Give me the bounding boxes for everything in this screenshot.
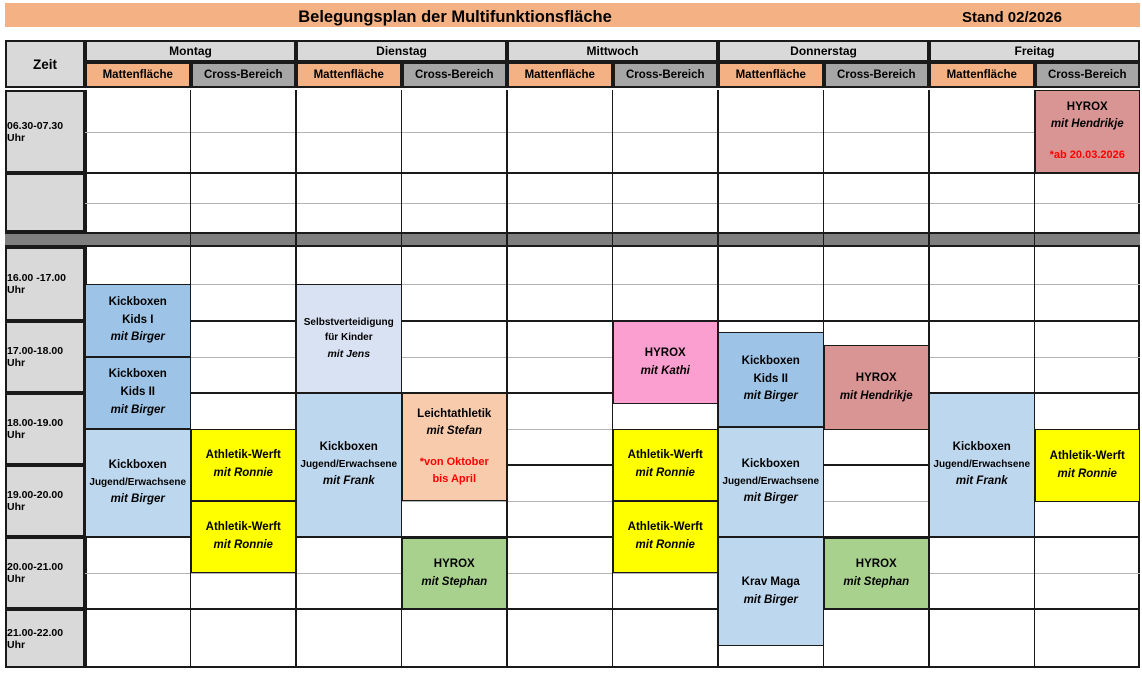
time-cell-3: 16.00 -17.00 Uhr [5, 247, 85, 321]
activity-block-mittwoch-athletik-werft [613, 429, 719, 501]
activity-block-freitag-kickboxen [929, 393, 1035, 537]
block-text-line: HYROX [855, 557, 897, 570]
block-text-line: Jugend/Erwachsene [300, 459, 398, 471]
block-text-line: Jugend/Erwachsene [933, 459, 1031, 471]
day-header-donnerstag: Donnerstag [718, 40, 929, 62]
activity-block-mittwoch-athletik-werft [613, 501, 719, 573]
activity-block-montag-athletik-werft [191, 429, 297, 501]
day-header-dienstag: Dienstag [296, 40, 507, 62]
block-text-line: Jugend/Erwachsene [722, 476, 820, 488]
block-text-line: mit Frank [955, 474, 1008, 487]
activity-block-donnerstag-krav-maga [718, 537, 824, 646]
block-text-line: Kickboxen [108, 459, 167, 472]
area-header-montag-cross: Cross-Bereich [191, 62, 297, 88]
day-header-mittwoch: Mittwoch [507, 40, 718, 62]
block-text-line: HYROX [644, 346, 686, 359]
time-cell-0: 06.30-07.30 Uhr [5, 90, 85, 173]
block-text-line: Kickboxen [952, 441, 1011, 454]
block-text-line: mit Ronnie [213, 467, 273, 479]
block-text-line: Athletik-Werft [205, 449, 281, 462]
activity-block-dienstag-kickboxen [296, 393, 402, 537]
block-text-line: Athletik-Werft [627, 521, 703, 534]
area-header-mittwoch-matten: Mattenfläche [507, 62, 613, 88]
area-header-dienstag-matten: Mattenfläche [296, 62, 402, 88]
block-text-line: mit Birger [743, 593, 798, 606]
area-header-donnerstag-cross: Cross-Bereich [824, 62, 930, 88]
block-text-line: Athletik-Werft [205, 521, 281, 534]
area-header-montag-matten: Mattenfläche [85, 62, 191, 88]
block-text-line: mit Birger [743, 390, 798, 403]
activity-block-montag-kickboxen [85, 284, 191, 357]
time-cell-6: 19.00-20.00 Uhr [5, 465, 85, 537]
activity-block-montag-athletik-werft [191, 501, 297, 573]
block-text-line: mit Hendrikje [839, 389, 913, 402]
block-text-line: mit Jens [327, 347, 371, 360]
block-text-line: mit Birger [110, 492, 165, 505]
time-cell-1 [5, 173, 85, 232]
block-text-line: mit Ronnie [1057, 467, 1117, 480]
block-text-line: mit Ronnie [213, 539, 273, 551]
block-text-line: mit Birger [110, 331, 165, 344]
day-header-montag: Montag [85, 40, 296, 62]
activity-block-mittwoch-hyrox [613, 321, 719, 404]
block-note-line: bis April [432, 473, 477, 486]
block-text-line: Kickboxen [108, 295, 167, 308]
area-header-mittwoch-cross: Cross-Bereich [613, 62, 719, 88]
activity-block-donnerstag-hyrox [824, 345, 930, 430]
block-text-line: mit Ronnie [635, 539, 695, 551]
plan-banner [5, 3, 1140, 27]
block-text-line: Kickboxen [741, 458, 800, 471]
plan-title: Belegungsplan der Multifunktionsfläche [298, 8, 612, 26]
activity-block-montag-kickboxen [85, 429, 191, 537]
activity-block-dienstag-hyrox [402, 538, 508, 609]
block-text-line: mit Ronnie [635, 467, 695, 479]
block-text-line: Selbstverteidigung [303, 316, 394, 328]
block-text-line: Kickboxen [741, 354, 800, 367]
block-text-line: mit Kathi [640, 364, 690, 377]
separator-row [5, 232, 1140, 247]
activity-block-freitag-athletik-werft [1035, 429, 1141, 502]
block-text-line: Kids I [122, 313, 154, 326]
block-text-line: Jugend/Erwachsene [89, 477, 187, 489]
block-text-line: Krav Maga [741, 575, 800, 588]
activity-block-donnerstag-kickboxen [718, 427, 824, 537]
block-text-line: mit Hendrikje [1050, 118, 1124, 131]
block-text-line: mit Stefan [426, 425, 483, 438]
area-header-donnerstag-matten: Mattenfläche [718, 62, 824, 88]
block-text-line: für Kinder [324, 332, 373, 344]
day-header-freitag: Freitag [929, 40, 1140, 62]
block-text-line: Kickboxen [319, 441, 378, 454]
block-text-line: mit Frank [322, 474, 375, 487]
plan-stand-label: Stand 02/2026 [961, 9, 1062, 26]
block-text-line: Athletik-Werft [627, 449, 703, 462]
block-text-line: Kickboxen [108, 368, 167, 381]
activity-block-dienstag-leichtathletik [402, 393, 508, 501]
area-header-freitag-cross: Cross-Bereich [1035, 62, 1141, 88]
block-note-line: *ab 20.03.2026 [1049, 149, 1125, 162]
block-text-line: mit Stephan [421, 575, 488, 588]
block-text-line: HYROX [433, 557, 475, 570]
activity-block-donnerstag-kickboxen [718, 332, 824, 427]
activity-block-donnerstag-hyrox [824, 538, 930, 609]
block-text-line: mit Birger [110, 403, 165, 416]
area-header-dienstag-cross: Cross-Bereich [402, 62, 508, 88]
activity-block-montag-kickboxen [85, 357, 191, 429]
time-cell-8: 21.00-22.00 Uhr [5, 609, 85, 668]
block-text-line: Athletik-Werft [1049, 449, 1125, 462]
time-cell-7: 20.00-21.00 Uhr [5, 537, 85, 609]
block-text-line: HYROX [1066, 100, 1108, 113]
block-note-line: *von Oktober [419, 456, 489, 469]
activity-block-freitag-hyrox [1035, 90, 1141, 173]
block-text-line: mit Stephan [843, 575, 910, 588]
block-text-line: Kids II [120, 386, 155, 399]
block-text-line: Kids II [753, 372, 788, 385]
block-text-line: Leichtathletik [417, 407, 492, 420]
activity-block-dienstag-selbstverteidigung [296, 284, 402, 393]
time-column-header: Zeit [5, 40, 85, 88]
area-divider-line [1034, 90, 1035, 668]
time-cell-4: 17.00-18.00 Uhr [5, 321, 85, 393]
block-text-line: HYROX [855, 371, 897, 384]
block-text-line: mit Birger [743, 491, 798, 504]
time-cell-5: 18.00-19.00 Uhr [5, 393, 85, 465]
area-header-freitag-matten: Mattenfläche [929, 62, 1035, 88]
